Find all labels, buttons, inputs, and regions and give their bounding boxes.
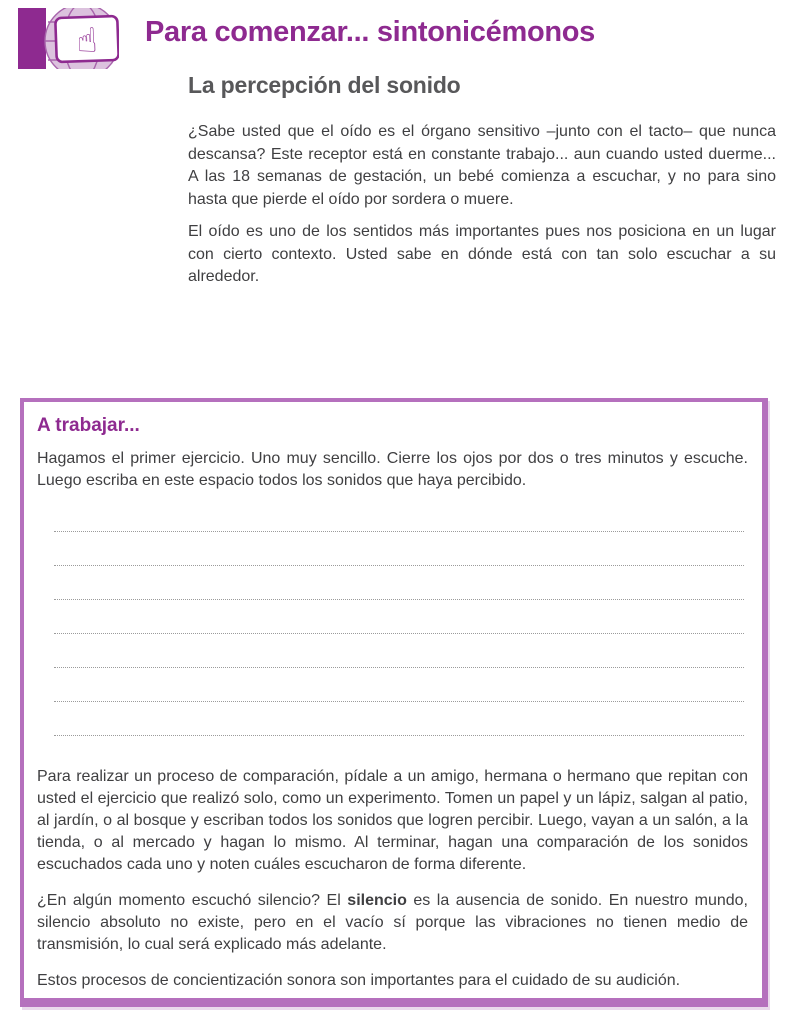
answer-line [54, 702, 744, 736]
answer-line [54, 600, 744, 634]
intro-section [188, 72, 776, 289]
pointing-hand-globe-svg [18, 8, 119, 69]
answer-line [54, 668, 744, 702]
answer-lines [54, 498, 744, 736]
pointing-hand-globe-icon [18, 8, 119, 69]
activity-instructions: Hagamos el primer ejercicio. Uno muy sencillo. Cierre los ojos por dos o tres minutos y escuche. Luego escriba en este espacio todos los sonidos que haya percibido. [37, 450, 748, 489]
answer-line [54, 566, 744, 600]
compare-paragraph: Para realizar un proceso de comparación, pídale a un amigo, hermana o hermano que repitan con usted el ejercicio que realizó solo, como un experimento. Tomen un papel y un lápiz, salgan al patio, al jardín, o al bosque y escriban todos los sonidos que logren percibir. Luego, vayan a un salón, a la tienda, o al mercado y hagan lo mismo. Al terminar, hagan una comparación de los sonidos escuchados cada uno y noten cuáles escucharon de forma diferente. [37, 768, 748, 873]
silence-bold-word: silencio [347, 892, 407, 909]
intro-paragraph-1: ¿Sabe usted que el oído es el órgano sensitivo –junto con el tacto– que nunca descansa? Este receptor está en constante trabajo... aun cuando usted duerme... A las 18 semanas de gestación, un bebé comienza a escuchar, y no para sino hasta que pierde el oído por sordera o muere. [188, 123, 776, 208]
answer-line [54, 634, 744, 668]
silence-text-before: ¿En algún momento escuchó silencio? El [37, 892, 348, 909]
activity-heading: A trabajar... [37, 415, 140, 436]
answer-line [54, 498, 744, 532]
page-title: Para comenzar... sintonicémonos [145, 16, 596, 48]
answer-line [54, 532, 744, 566]
activity-box [20, 398, 768, 1007]
silence-paragraph [37, 890, 748, 956]
svg-text:☝: ☝ [76, 20, 99, 62]
intro-paragraph-2: El oído es uno de los sentidos más importantes pues nos posiciona en un lugar con cierto contexto. Usted sabe en dónde está con tan solo escuchar a su alrededor. [188, 223, 776, 285]
silence-text-after: es la ausencia de sonido. En nuestro mundo, silencio absoluto no existe, pero en el vacío sí porque las vibraciones no tienen medio de transmisión, lo cual será explicado más adelante. [37, 892, 749, 953]
section-subtitle: La percepción del sonido [188, 72, 461, 98]
closing-paragraph: Estos procesos de concientización sonora son importantes para el cuidado de su audición. [37, 972, 681, 989]
